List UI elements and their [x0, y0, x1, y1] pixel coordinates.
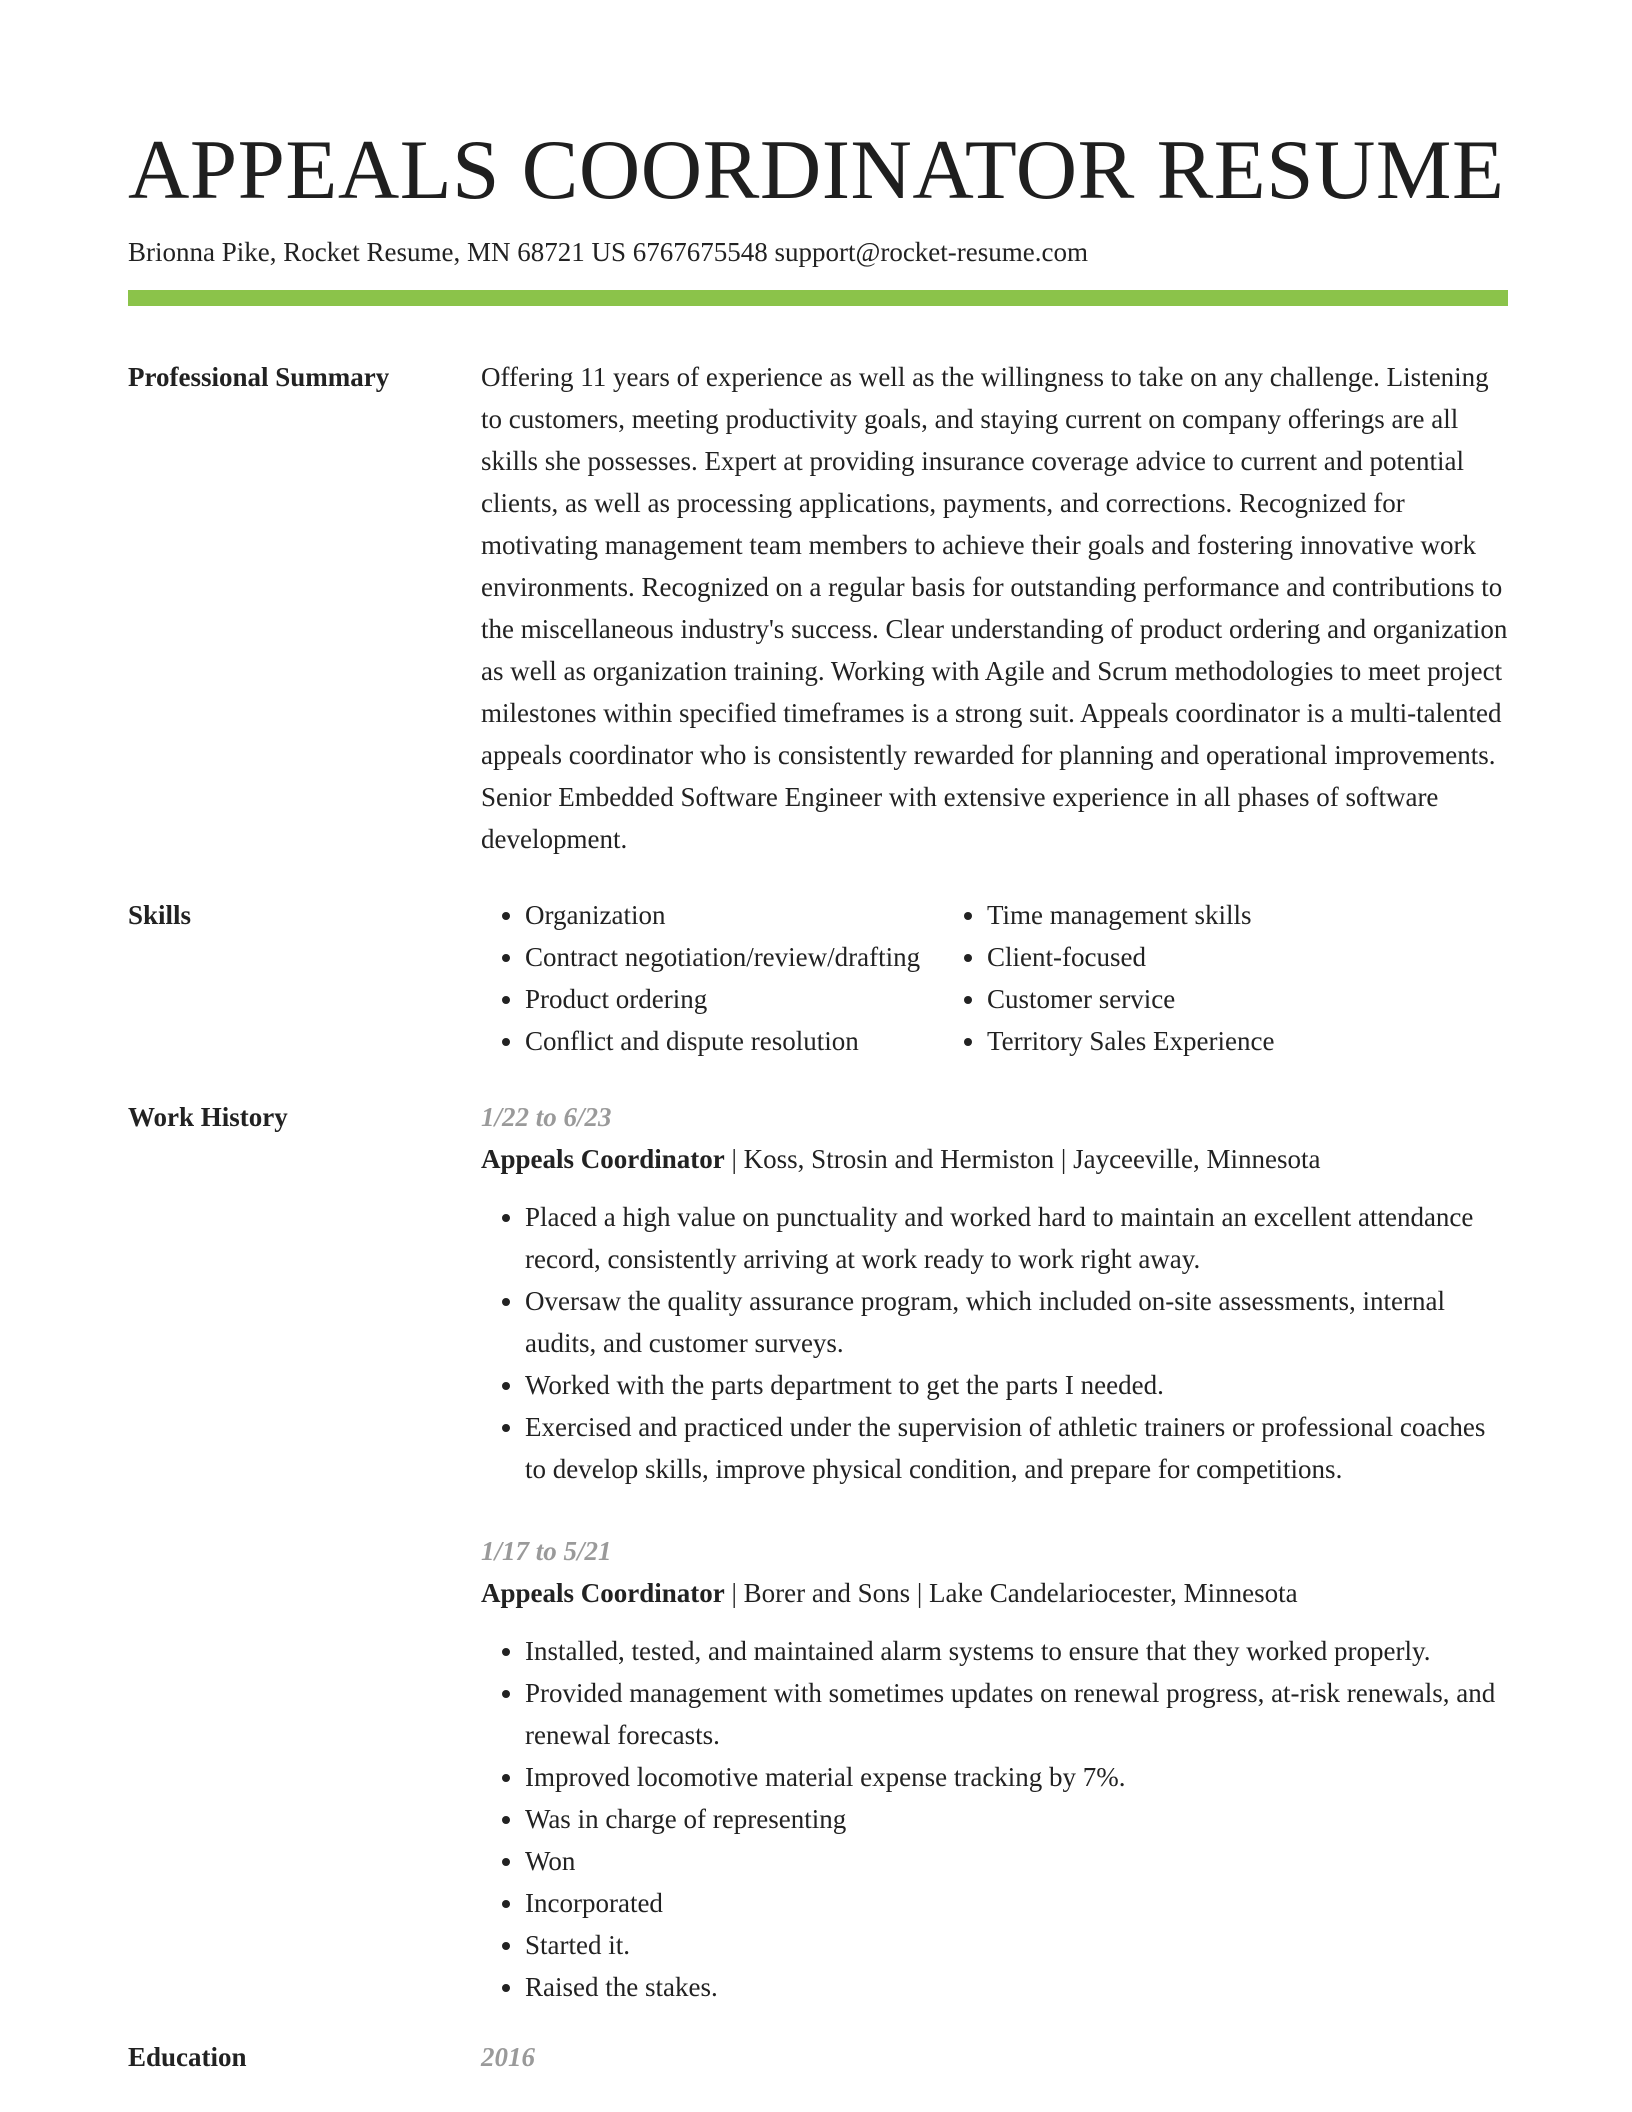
job-bullet: • Worked with the parts department to get the parts I needed. — [525, 1364, 1508, 1406]
work-history-heading: Work History — [128, 1102, 288, 1132]
job-header — [481, 1138, 1508, 1180]
skill-item: • Conflict and dispute resolution — [525, 1020, 943, 1062]
accent-divider — [128, 290, 1508, 306]
skill-item: • Product ordering — [525, 978, 943, 1020]
job-dates: 1/22 to 6/23 — [481, 1102, 612, 1132]
job-bullet: • Placed a high value on punctuality and worked hard to maintain an excellent attendance record, consistently arriving at work ready to work right away. — [525, 1196, 1508, 1280]
job-header — [481, 1572, 1508, 1614]
work-history-section — [128, 1096, 1508, 2008]
skills-column-1 — [481, 894, 943, 1062]
skill-item: • Territory Sales Experience — [987, 1020, 1443, 1062]
job-bullet: • Incorporated — [525, 1882, 1508, 1924]
job-entry — [481, 1096, 1508, 1490]
page-title: APPEALS COORDINATOR RESUME — [128, 123, 1505, 217]
job-bullets — [481, 1196, 1508, 1490]
job-details: | Borer and Sons | Lake Candelariocester, Minnesota — [724, 1578, 1298, 1608]
skill-item: • Time management skills — [987, 894, 1443, 936]
job-bullet: • Was in charge of representing — [525, 1798, 1508, 1840]
skill-item: • Organization — [525, 894, 943, 936]
job-title: Appeals Coordinator — [481, 1144, 725, 1174]
skills-column-2 — [943, 894, 1443, 1062]
summary-section — [128, 356, 1508, 860]
education-heading: Education — [128, 2042, 247, 2072]
education-list — [481, 2036, 1508, 2078]
job-details: | Koss, Strosin and Hermiston | Jayceeville, Minnesota — [724, 1144, 1321, 1174]
contact-line: Brionna Pike, Rocket Resume, MN 68721 US 6767675548 support@rocket-resume.com — [128, 237, 1088, 267]
job-bullet: • Provided management with sometimes updates on renewal progress, at-risk renewals, and renewal forecasts. — [525, 1672, 1508, 1756]
resume-page — [128, 120, 1508, 2078]
skill-item: • Customer service — [987, 978, 1443, 1020]
job-bullet: • Started it. — [525, 1924, 1508, 1966]
job-bullet: • Won — [525, 1840, 1508, 1882]
job-bullets — [481, 1630, 1508, 2008]
summary-text: Offering 11 years of experience as well as the willingness to take on any challenge. Listening to customers, meeting productivity goals, and staying current on company offerings are all skills she possesses. Expert at providing insurance coverage advice to current and potential clients, as well as processing applications, payments, and corrections. Recognized for motivating management team members to achieve their goals and fostering innovative work environments. Recognized on a regular basis for outstanding performance and contributions to the miscellaneous industry's success. Clear understanding of product ordering and organization as well as organization training. Working with Agile and Scrum methodologies to meet project milestones within specified timeframes is a strong suit. Appeals coordinator is a multi-talented appeals coordinator who is consistently rewarded for planning and operational improvements. Senior Embedded Software Engineer with extensive experience in all phases of software development. — [481, 362, 1508, 854]
job-bullet: • Exercised and practiced under the supervision of athletic trainers or professional coaches to develop skills, improve physical condition, and prepare for competitions. — [525, 1406, 1508, 1490]
summary-heading: Professional Summary — [128, 362, 390, 392]
skills-section — [128, 894, 1508, 1062]
skills-list — [481, 894, 1508, 1062]
education-year: 2016 — [481, 2042, 535, 2072]
job-title: Appeals Coordinator — [481, 1578, 725, 1608]
skill-item: • Contract negotiation/review/drafting — [525, 936, 943, 978]
job-entry — [481, 1530, 1508, 2008]
job-bullet: • Installed, tested, and maintained alarm systems to ensure that they worked properly. — [525, 1630, 1508, 1672]
job-bullet: • Raised the stakes. — [525, 1966, 1508, 2008]
work-history-list — [481, 1096, 1508, 2008]
job-bullet: • Improved locomotive material expense tracking by 7%. — [525, 1756, 1508, 1798]
skills-heading: Skills — [128, 900, 192, 930]
job-bullet: • Oversaw the quality assurance program, which included on-site assessments, internal audits, and customer surveys. — [525, 1280, 1508, 1364]
skill-item: • Client-focused — [987, 936, 1443, 978]
job-dates: 1/17 to 5/21 — [481, 1536, 612, 1566]
education-section — [128, 2036, 1508, 2078]
